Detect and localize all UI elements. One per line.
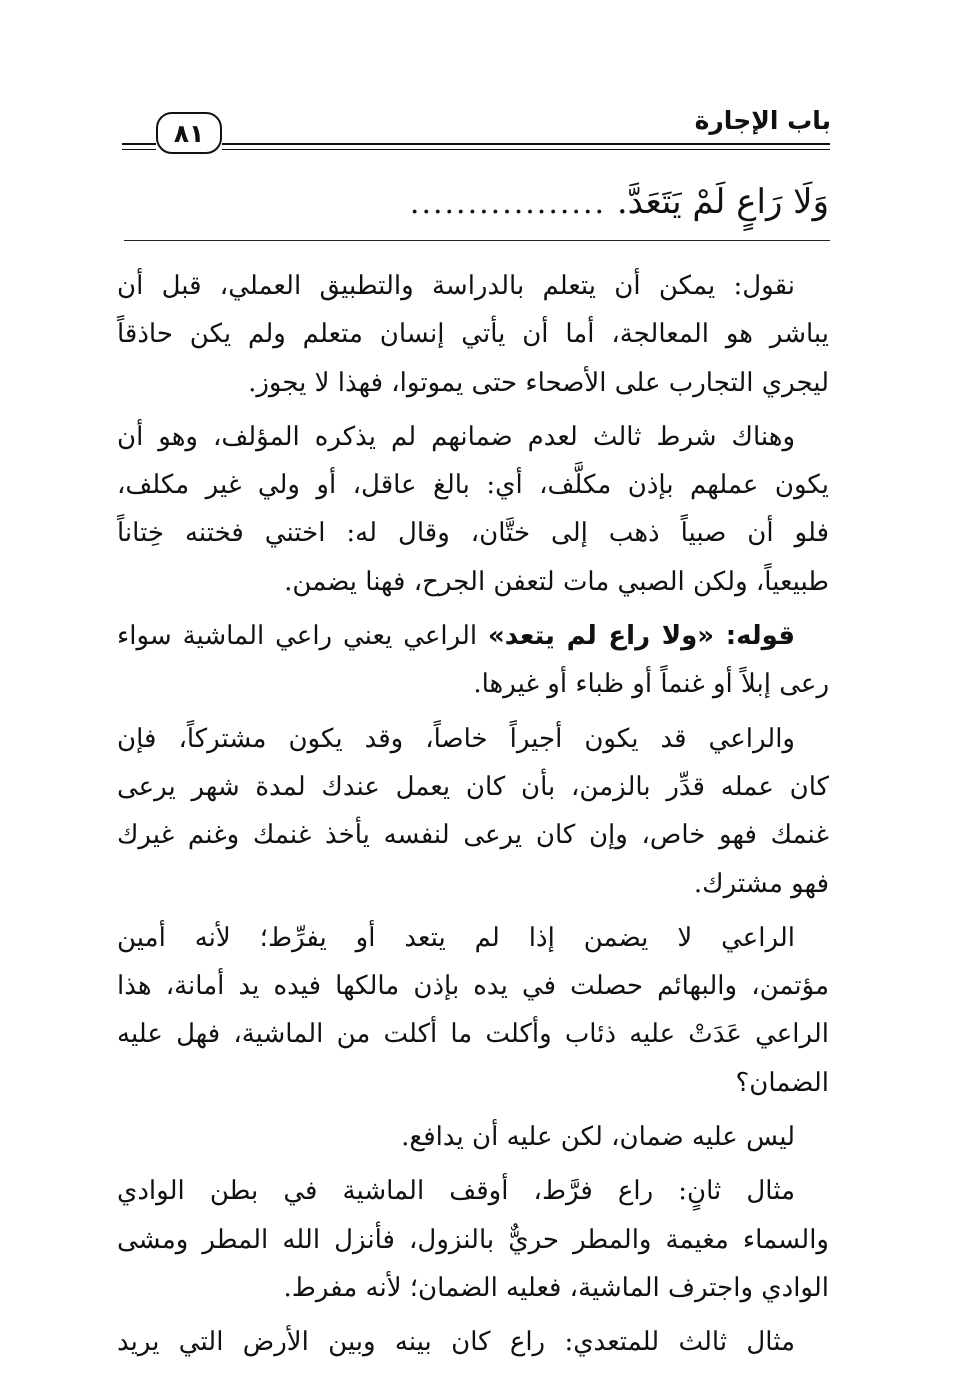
body-text	[117, 262, 829, 1367]
text-line: وهناك شرط ثالث لعدم ضمانهم لم يذكره المؤلف، وهو أن	[117, 421, 795, 452]
paragraph-8	[117, 1318, 829, 1366]
page-number: ٨١	[156, 112, 222, 154]
paragraph-6	[117, 1113, 829, 1161]
paragraph-1	[117, 262, 829, 407]
header-rule-left-thin	[122, 149, 156, 150]
paragraph-4	[117, 715, 829, 908]
header-rule-right	[222, 143, 830, 145]
paragraph-7	[117, 1167, 829, 1312]
text-fragment: الراعي يعني راعي الماشية سواء	[117, 621, 489, 652]
matn-text: وَلَا رَاعٍ لَمْ يَتَعَدَّ.	[616, 182, 829, 222]
text-line	[117, 612, 829, 660]
text-line: كان عمله قدِّر بالزمن، بأن كان يعمل عندك لمدة شهر يرعى	[117, 771, 829, 802]
paragraph-2	[117, 413, 829, 606]
header-rule-right-thin	[222, 149, 830, 150]
quoted-matn-term: قوله: «ولا راع لم يتعد»	[488, 621, 795, 652]
text-line: غنمك فهو خاص، وإن كان يرعى لنفسه يأخذ غنمك وغنم غيرك	[117, 820, 829, 851]
text-line: يباشر هو المعالجة، أما أن يأتي إنسان متعلم ولم يكن حاذقاً	[117, 319, 829, 350]
text-line: الوادي واجترف الماشية، فعليه الضمان؛ لأنه مفرط.	[283, 1272, 829, 1303]
text-line: طبيعياً، ولكن الصبي مات لتعفن الجرح، فهنا يضمن.	[284, 566, 829, 597]
text-line: فلو أن صبياً ذهب إلى ختَّان، وقال له: اختني فختنه خِتاناً	[117, 518, 830, 549]
matn-divider	[124, 240, 830, 241]
text-line: الراعي عَدَتْ عليه ذئاب وأكلت ما أكلت من الماشية، فهل عليه	[117, 1019, 829, 1050]
text-line: الضمان؟	[735, 1067, 829, 1098]
text-line: رعى إبلاً أو غنماً أو ظباء أو غيرها.	[473, 669, 829, 700]
paragraph-5	[117, 914, 829, 1107]
text-line: ليس عليه ضمان، لكن عليه أن يدافع.	[401, 1122, 795, 1153]
matn-dots: .................	[409, 186, 607, 221]
text-line: والسماء مغيمة والمطر حريٌّ بالنزول، فأنزل الله المطر ومشى	[117, 1224, 829, 1255]
text-line: والراعي قد يكون أجيراً خاصاً، وقد يكون مشتركاً، فإن	[117, 723, 795, 754]
text-line: نقول: يمكن أن يتعلم بالدراسة والتطبيق العملي، قبل أن	[117, 271, 795, 301]
text-line: ليجري التجارب على الأصحاء حتى يموتوا، فهذا لا يجوز.	[248, 367, 829, 398]
paragraph-3	[117, 612, 829, 709]
header-rule-left	[122, 143, 156, 145]
text-line: مثال ثانٍ: راع فرَّط، أوقف الماشية في بطن الوادي	[117, 1176, 795, 1207]
chapter-title: باب الإجارة	[694, 106, 831, 135]
text-line: يكون عملهم بإذن مكلَّف، أي: بالغ عاقل، أو ولي غير مكلف،	[117, 470, 829, 501]
text-line: مثال ثالث للمتعدي: راع كان بينه وبين الأرض التي يريد	[117, 1327, 795, 1358]
text-line: الراعي لا يضمن إذا لم يتعد أو يفرِّط؛ لأنه أمين	[117, 922, 795, 953]
matn-line	[109, 172, 829, 234]
text-line: فهو مشترك.	[693, 868, 829, 899]
text-line: مؤتمن، والبهائم حصلت في يده بإذن مالكها فيده يد أمانة، هذا	[117, 971, 829, 1002]
